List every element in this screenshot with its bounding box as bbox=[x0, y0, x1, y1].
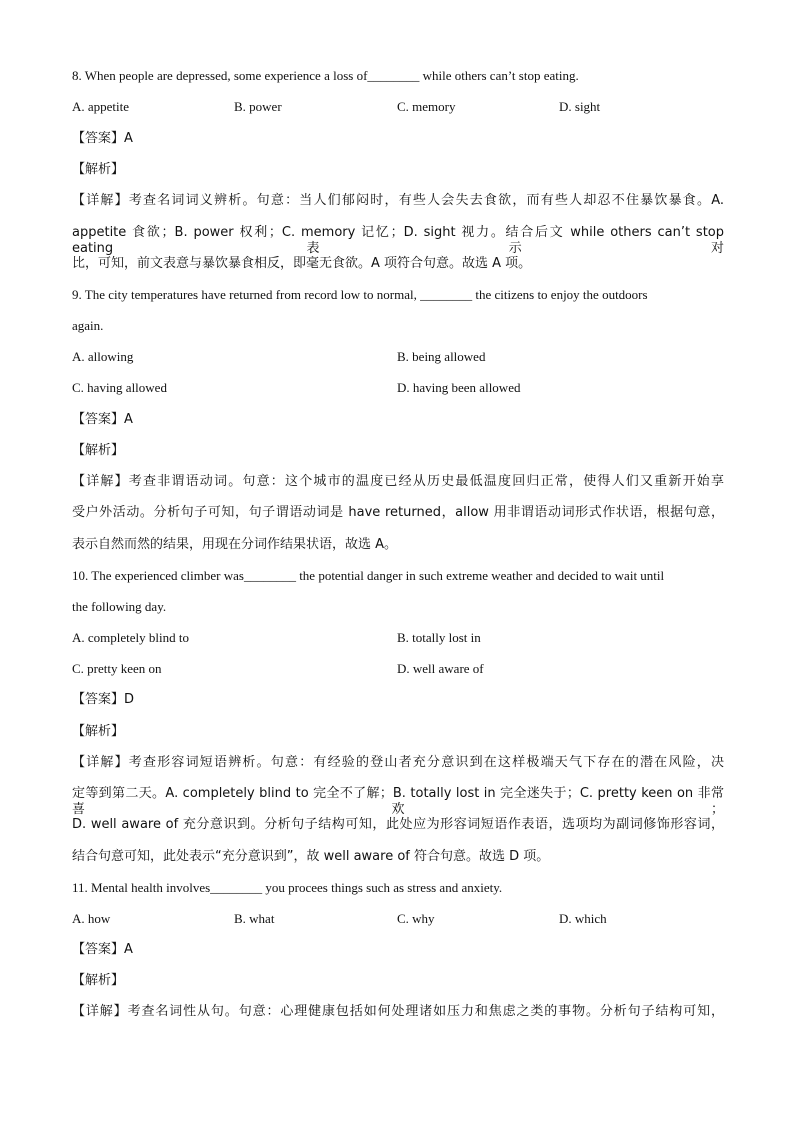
q11-option-d: D. which bbox=[559, 911, 607, 926]
q8-detail-line-3: 比，可知，前文表意与暴饮暴食相反，即毫无食欲。A 项符合句意。故选 A 项。 bbox=[72, 256, 532, 271]
q10-analysis-label: 【解析】 bbox=[72, 724, 125, 739]
q11-option-c: C. why bbox=[397, 911, 435, 926]
q8-option-d: D. sight bbox=[559, 99, 601, 114]
q9-option-d: D. having been allowed bbox=[397, 380, 521, 395]
q10-option-a: A. completely blind to bbox=[72, 630, 189, 645]
q9-detail-line-3: 表示自然而然的结果，用现在分词作结果状语，故选 A。 bbox=[72, 537, 398, 552]
q10-option-d: D. well aware of bbox=[397, 661, 484, 676]
q8-option-b: B. power bbox=[234, 99, 282, 114]
q9-answer: 【答案】A bbox=[72, 412, 133, 427]
q10-answer: 【答案】D bbox=[72, 692, 135, 707]
q9-option-b: B. being allowed bbox=[397, 349, 486, 364]
q10-option-b: B. totally lost in bbox=[397, 630, 481, 645]
q9-detail-line-1: 【详解】考查非谓语动词。句意：这个城市的温度已经从历史最低温度回归正常，使得人们又重新开始享 bbox=[72, 474, 724, 489]
q8-detail-line-2: appetite 食欲；B. power 权利；C. memory 记忆；D. sight 视力。结合后文 while others can’t stop eating 表示对 bbox=[72, 225, 724, 256]
q10-stem-line-2: the following day. bbox=[72, 599, 167, 614]
q10-detail-line-1: 【详解】考查形容词短语辨析。句意：有经验的登山者充分意识到在这样极端天气下存在的潜在风险，决 bbox=[72, 755, 724, 770]
q9-option-c: C. having allowed bbox=[72, 380, 167, 395]
q8-option-a: A. appetite bbox=[72, 99, 130, 114]
q10-option-c: C. pretty keen on bbox=[72, 661, 162, 676]
q8-detail-line-1: 【详解】考查名词词义辨析。句意：当人们郁闷时，有些人会失去食欲，而有些人却忍不住暴饮暴食。A. bbox=[72, 193, 724, 208]
q9-option-a: A. allowing bbox=[72, 349, 134, 364]
q9-detail-line-2: 受户外活动。分析句子可知，句子谓语动词是 have returned，allow 用非谓语动词形式作状语，根据句意， bbox=[72, 505, 724, 520]
q10-stem-line-1: 10. The experienced climber was________ the potential danger in such extreme weather and decided to wait until bbox=[72, 568, 665, 583]
q10-detail-line-3: D. well aware of 充分意识到。分析句子结构可知，此处应为形容词短语作表语，选项均为副词修饰形容词， bbox=[72, 817, 724, 832]
q11-detail-line-1: 【详解】考查名词性从句。句意：心理健康包括如何处理诸如压力和焦虑之类的事物。分析句子结构可知， bbox=[72, 1004, 724, 1019]
q10-detail-line-2: 定等到第二天。A. completely blind to 完全不了解；B. totally lost in 完全迷失于；C. pretty keen on 非常喜欢； bbox=[72, 786, 724, 817]
q8-option-c: C. memory bbox=[397, 99, 456, 114]
q9-stem-line-2: again. bbox=[72, 318, 104, 333]
q10-detail-line-4: 结合句意可知，此处表示“充分意识到”，故 well aware of 符合句意。故选 D 项。 bbox=[72, 849, 550, 864]
q11-stem: 11. Mental health involves________ you procees things such as stress and anxiety. bbox=[72, 880, 503, 895]
q9-analysis-label: 【解析】 bbox=[72, 443, 125, 458]
q8-analysis-label: 【解析】 bbox=[72, 162, 125, 177]
q11-option-b: B. what bbox=[234, 911, 275, 926]
q11-answer: 【答案】A bbox=[72, 942, 133, 957]
q11-analysis-label: 【解析】 bbox=[72, 973, 125, 988]
q8-stem: 8. When people are depressed, some experience a loss of________ while others can’t stop eating. bbox=[72, 68, 579, 83]
q9-stem-line-1: 9. The city temperatures have returned from record low to normal, ________ the citizens to enjoy the outdoors bbox=[72, 287, 648, 302]
q8-answer: 【答案】A bbox=[72, 131, 133, 146]
q11-option-a: A. how bbox=[72, 911, 111, 926]
